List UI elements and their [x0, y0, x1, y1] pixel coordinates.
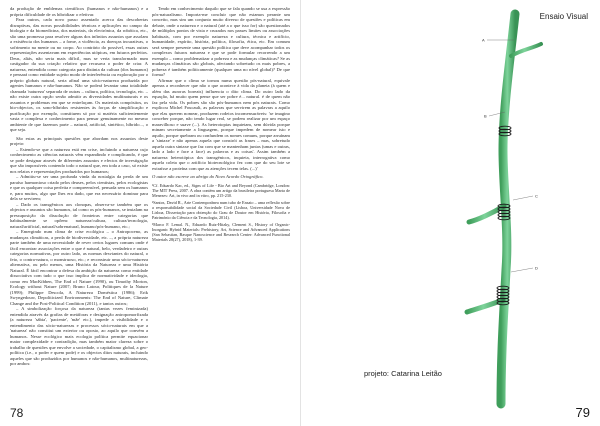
author-note: O autor não escreve ao abrigo do Novo Acordo Ortográfico. [152, 174, 264, 179]
paragraph: – Emergindo num clima de crise ecológica – o Antropoceno, as mudanças climáticas, a perda de biodiversidade, etc. –, a própria natureza parte também de uma necessidade de rever certos lugares comuns onde é fácil encontrar associações entre o que é natural, belo, verdadeiro e outras categorias normativas, por outro lado, as normas desviantes do natural, o feio, o contra-natura, o monstruoso, etc.; e reconstruir uma sócio-natureza alternativa, ou pelo menos, uma História da Natureza e uma História Natural. É fácil encontrar a defesa da ambição da natureza como entidade dissociativa com tudo o que isso implica de normatividade e ideologia, como em MacKibben, The End of Nature (1990), ou Timothy Morton, Ecology without Nature (2007; Bruno Latour, Politiques de la Nature (1999); Philippe Descola, A Natureza Doméstica (1986); Erik Swyngedouw, Depoliticized Environments: The End of Nature, Climate Change and the Post-Political Condition (2011), e tantos outros; [10, 229, 148, 306]
page-number-left: 78 [10, 406, 24, 420]
right-page [301, 0, 600, 426]
footnote: ³Marco F. Lemal. N., Eduardo Ruiz-Hitzky, Clement S., History of Organic-Inorganic Hybrid Materials: Prehistory, Art, Science and Advanced Applications (San Sebastian, Basque Nanoscience and Research Center: Advanced Functional Materials 28(27), 2018), 1-39. [152, 222, 290, 243]
paragraph: da produção de emblemas científicos (humanos e não-humanos) e a própria dificuldade de os hibridizar o efetivar. [10, 6, 148, 17]
section-title: Ensaio Visual [539, 12, 588, 21]
paragraph: Tendo em conhecimento daquilo que se fala quando se usa a expressão pós-naturalismo. Importa-me concluir que não estamos perante um conceito, mas sim um conjunto muito diverso de questões e políticas em debate, onde a natureza e o natural (até a o que isso for) são questionados de múltiplos pontos de vista e cruzados nos passes limites ou associações habituais, com por exemplo natureza e cultura, técnica e artifício, humanidade, espírito, história, política, filosofia, ética, etc. Em comum será sempre presente uma questão política que deve acompanhar todos os complexos futuros natureza e que se pode formular recorrendo a um exemplo – como problematizar a pobreza e as mudanças climáticas? Se as mudanças climáticas são globais, afectando sobretudo os mais pobres, a pobreza é também politicamente (qualquer uma no nível global)? De que forma? [152, 6, 290, 77]
paragraph: Afirmar que o clima se tornou numa questão pós-natural, equivale apenas a reconhecer que não o que acontece à vida da planeta (à quem e além das auroras boreais) influencia o dito clima. Do outro lado da equação, há muito quem pense que ser pobre é... natural. é de quem não faz pela vida. Os pobres são são pós-humanos nem pós naturais. Como explicou Michel Foucault, as palavras que servirem as palavras a aquilo que elas querem nomear, produzem rodeios incomensuráveis: 'se imagino conceber porque, não tendo lugar real, se podem realizar por um espaço maravilhoso e suave (...). As heterotopias inquietam, sem dúvida porque minam secretamente a linguagem, porque impedem de nomear isto e aquilo, porque quebram ou confundem os nomes comuns, porque arruínam a 'sintaxe' e não apenas aquela que constrói as frases – mas, sobretudo aquela outra sintaxe que faz com que se mantenham juntas (umas e outras, lado a lado e face a face) as palavras e as coisas'. Assim também a natureza heterotópica dos transgénicos, inquieta, interrogativa como aquela coleta que o artifício biotecnológico fez com que do seu lote se extraísse a proteína com que as atenções tecem telas. (...)' [152, 77, 290, 171]
footnote: ²Santos, David R., Arte Contemporânea num tubo de Ensaio – uma reflexão sobre a responsabilidade social da Sociedade Civil (Lisboa, Universidade Nova de Lisboa, Dissertação para obtenção do Grau de Doutor em História, Filosofia e Património da Ciência e da Tecnologia, 2014). [152, 199, 290, 221]
paragraph: – Admitiu-se ser uma profunda vinda da nostalgia da perda de um paraíso harmonioso criado pelos deuses, pelos cientistas, pelos ecologistas e que os qualquer coisa perfeita e compreensível, pensada sem os humanos e, para muitos, algo que lhes era dado, que era necessário dominar para dela se servirem; [10, 174, 148, 201]
paragraph: – Estendo-se que a natureza está em crise, incluindo a natureza cujo conhecimento as ciências naturais vêm expandindo e complicando, é que se pode designar através de diferentes assuntos e efectos de investigação que são impossíveis contendo todo o natural que, em toda a caso, só existe nos relatos e representações produzidos por humanos; [10, 146, 148, 174]
paragraph: Para outros, cada novo passo assentado acerca das descobertas disruptivas, das novas possibilidades técnicas e aplicações no campo da biologia e da biomedicina, dos materiais, da electrónica, da robótica, etc., são uma promessa para resolver alguns dos infinitos assuntos que assolam a existência dos humanos – a fome, a violência, as doenças incurativas, o sofrimento na mente ou no corpo. Ao contrário do possível, essas outras representações assentavam em experiências utópicas, em futuros perfeitos. Deus, aliás, não seria mais difícil, mas se veria transformado num castigador da sua criação relativo que recusava o poder de criar. A natureza, entendida como categoria para distinta da cultura (dos humanos) e pensará como entidade sujeito modo de interferência ou exploração por o próprio globais natural, seria afinal uma sócio-natureza produzida por agentes humanos e não-humanos. Não se poderá levantar uma totalidade chamada 'natureza' separada de outras – cultura, política, tecnologia, etc. – não existe outra opção senão admitir as diversidades multinaturais e os assuntos e problemas em que se entrelaçam. Os materiais compósitos, os bio-objectos, os sono-híbridos resistentes às forças de simplificação e purificação por exemplo, constituem só por si matéria suficientemente vasta e complexa e conhecimento para pensar genuinamente no mesmo ambiente de que fazemos parte – natural, artificial, sintético, híbrido..., o que seja. [10, 17, 148, 132]
plant-stem-illustration [301, 0, 600, 426]
footnote: ¹Cf. Eduardo Kac, ed., Signs of Life - Bio Art and Beyond (Cambridge, London: The MIT Press, 2007. A obra contém um artigo da brasileira portuguesa Marta de Menezes: Art, in vivo and in vitro, pp. 215-230. [152, 182, 290, 198]
label-d: D [535, 265, 538, 271]
label-a: A [482, 37, 485, 43]
project-credit: projeto: Catarina Leitão [364, 369, 442, 378]
paragraph: São estas as principais questões que abordam nos assuntos deste projeto: [10, 135, 148, 146]
paragraph: – Dado os transgênicos aos clonopas, observa-se também que os objectos e assuntos são humanos, tal como os pós-humanos, se instalam na pressuposição da dissolução de fronteiras entre categorias que habitualmente se opõem: natureza/cultura, cultura/tecnologia, natural/artificial, natural/sobrenatural, humano/pós-humano, etc.; [10, 201, 148, 229]
label-c: C [535, 193, 538, 199]
page-number-right: 79 [575, 405, 590, 420]
paragraph: – A simbolização forçosa da natureza (tantas vezes feminizada) entendida através da grafias de metáforas e designação antropomorfizada (a natureza 'sábia', 'paciente', 'mãe' etc.), impede a visibilidade e o entendimento das sócio-naturezas e processos sócio-naturais em que a 'natureza' não constitui um exterior ou oposto, ao aquilo que convém a humanos. Nesse ecológico mais ecologia política permite equacionar maior complexidade e contradição, mas também maior clareza sobre o trabalho de questões que envolve a sociedade, o capitalismo global, a geo-política (i.e., o poder e quem pode) e os objectos ditos naturais, incluindo aqueles que são produzidos por humanos e não-humanos, multinaturezas, por ambos: [10, 306, 148, 366]
text-column-2 [152, 6, 290, 394]
text-column-1 [10, 6, 148, 394]
label-b: B [484, 113, 487, 119]
